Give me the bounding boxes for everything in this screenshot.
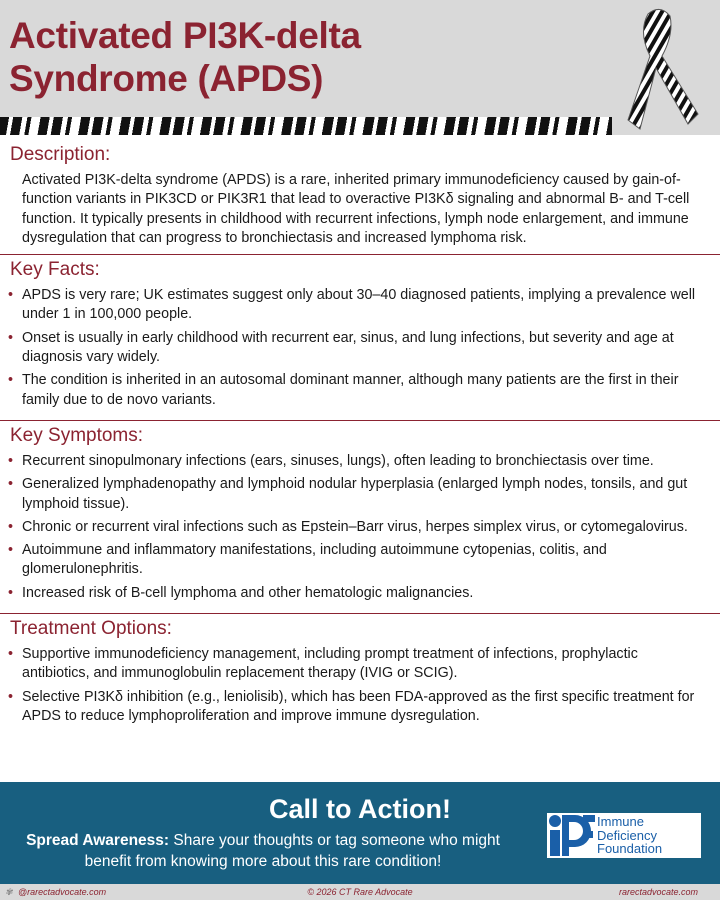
list-item: • Autoimmune and inflammatory manifestations, including autoimmune cytopenias, colitis, and glomerulonephritis. [22, 541, 706, 580]
list-item: • Onset is usually in early childhood with recurrent ear, sinus, and lung infections, but severity and age at diagnosis vary widely. [22, 329, 706, 368]
page-title: Activated PI3K-delta Syndrome (APDS) [9, 15, 361, 99]
treatment-section [0, 614, 720, 736]
list-item: • APDS is very rare; UK estimates suggest only about 30–40 diagnosed patients, implying a prevalence well under 1 in 100,000 people. [22, 286, 706, 325]
zebra-stripe-banner [0, 117, 612, 135]
cta-title: Call to Action! [269, 794, 451, 824]
description-text: Activated PI3K-delta syndrome (APDS) is a rare, inherited primary immunodeficiency caused by gain-of-function variants in PIK3CD or PIK3R1 that lead to overactive PI3Kδ signaling and abnormal B- and T-cell function. It typically presents in childhood with recurrent infections, lymph node enlargement, and immune dysregulation that can progress to bronchiectasis and increased lymphoma risk. [22, 172, 690, 246]
social-handle-link[interactable]: @rarectadvocate.com [18, 887, 107, 897]
cta-message: Spread Awareness: Share your thoughts or tag someone who might benefit from knowing more about this rare condition! [26, 832, 500, 870]
list-item: • Generalized lymphadenopathy and lymphoid nodular hyperplasia (enlarged lymph nodes, tonsils, and gut lymphoid tissue). [22, 475, 706, 514]
header [0, 0, 720, 135]
idf-logo: Immune Deficiency Foundation [547, 813, 701, 858]
list-item: • Supportive immunodeficiency management, including prompt treatment of infections, prophylactic antibiotics, and immunoglobulin replacement therapy (IVIG or SCIG). [22, 645, 706, 684]
website-link[interactable]: rarectadvocate.com [618, 887, 698, 897]
list-item: • Selective PI3Kδ inhibition (e.g., leniolisib), which has been FDA-approved as the first specific treatment for APDS to reduce lymphoproliferation and improve immune dysregulation. [22, 688, 706, 727]
list-item: • Recurrent sinopulmonary infections (ears, sinuses, lungs), often leading to bronchiectasis over time. [22, 452, 706, 471]
content [0, 140, 720, 736]
key-symptoms-section [0, 421, 720, 614]
copyright: © 2026 CT Rare Advocate [307, 887, 413, 897]
list-item: • Chronic or recurrent viral infections such as Epstein–Barr virus, herpes simplex virus, or cytomegalovirus. [22, 518, 706, 537]
section-heading: Treatment Options: [10, 618, 172, 640]
list-item: • Increased risk of B-cell lymphoma and other hematologic malignancies. [22, 584, 706, 603]
footer [0, 884, 720, 900]
description-section [0, 140, 720, 255]
key-facts-section [0, 255, 720, 421]
butterfly-icon: ✾ [5, 887, 13, 897]
section-heading: Description: [10, 144, 111, 165]
zebra-ribbon-icon [618, 4, 718, 132]
section-heading: Key Facts: [10, 259, 100, 281]
idf-logo-mark-icon [547, 813, 595, 858]
list-item: • The condition is inherited in an autosomal dominant manner, although many patients are the first in their family due to de novo variants. [22, 371, 706, 410]
call-to-action-banner [0, 782, 720, 884]
section-heading: Key Symptoms: [10, 424, 144, 446]
